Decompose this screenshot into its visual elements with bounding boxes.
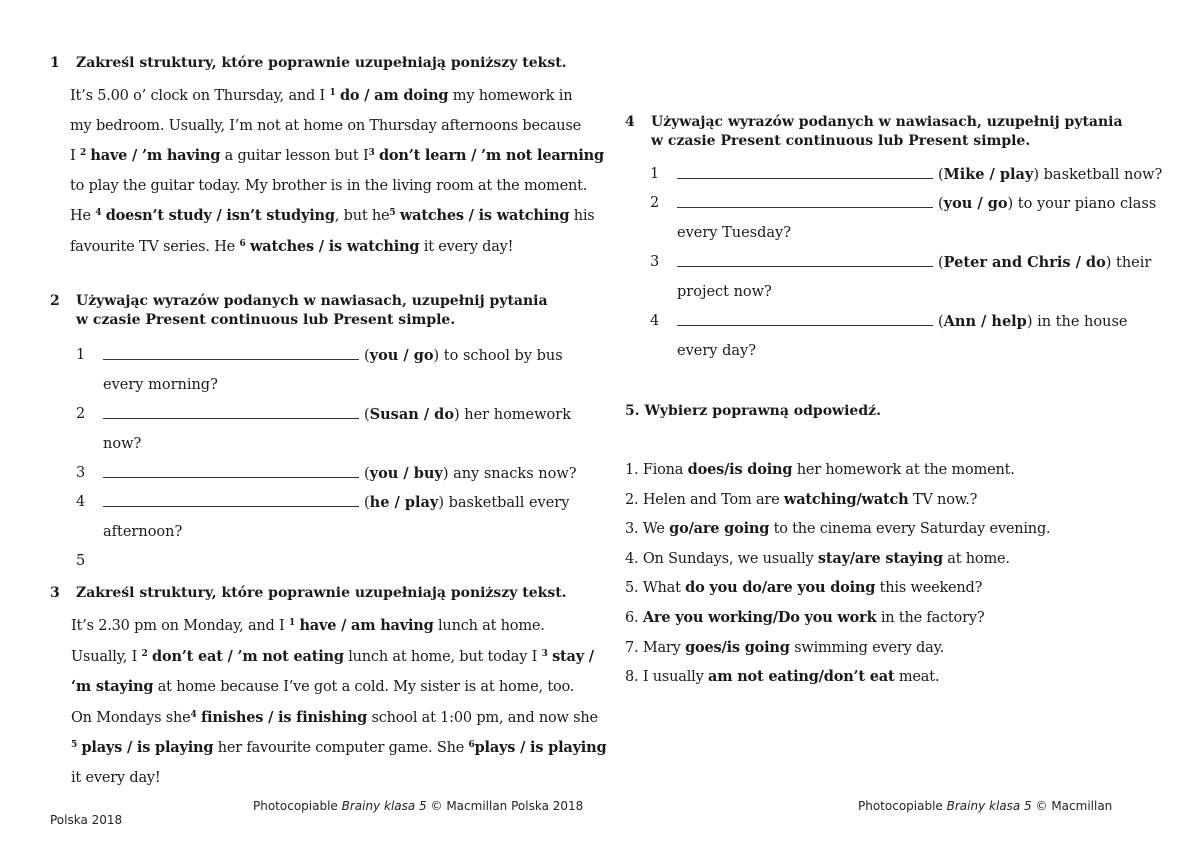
gap-number: 2: [79, 148, 86, 159]
choice-item: 7. Mary goes/is going swimming every day.: [625, 639, 945, 656]
question-number: 3: [650, 254, 660, 270]
gap-number: 6: [239, 238, 246, 249]
text-line: it every day!: [71, 769, 161, 786]
text-line: ‘m staying at home because I’ve got a cold. My sister is at home, too.: [71, 678, 575, 696]
answer-option: don’t eat / ’m not eating: [152, 647, 344, 665]
question-continuation: every day?: [677, 342, 756, 359]
question-item: [76, 341, 596, 400]
question-prompt: (you / buy) any snacks now?: [364, 465, 577, 482]
text-line: It’s 5.00 o’ clock on Thursday, and I $^1$ do / am doing my homework in: [70, 87, 573, 104]
ex5-heading: 5. Wybierz poprawną odpowiedź.: [625, 403, 881, 419]
answer-option: plays / is playing: [81, 739, 214, 757]
ex1-instruction: Zakreśl struktury, które poprawnie uzupełniają poniższy tekst.: [76, 55, 567, 71]
question-number: 3: [76, 465, 86, 481]
answer-option: plays / is playing: [474, 739, 607, 757]
text-line: I $^2$ have / ’m having a guitar lesson but $I^3$ don’t learn / ’m not learning: [70, 147, 604, 165]
gap-number: 3: [368, 148, 375, 159]
answer-option: have / am having: [299, 617, 434, 634]
gap-number: 5: [71, 740, 78, 751]
footer-right: Photocopiable Brainy klasa 5 © Macmillan: [858, 799, 1113, 813]
answer-option: Are you working/Do you work: [642, 609, 877, 626]
answer-blank[interactable]: [103, 459, 359, 478]
question-continuation: project now?: [677, 283, 772, 300]
ex1-number: 1: [50, 55, 60, 71]
ex1-heading: [50, 54, 567, 73]
question-prompt: (Mike / play) basketball now?: [938, 166, 1163, 183]
verb-hint: you / go: [943, 195, 1008, 212]
ex1-text: [70, 81, 604, 263]
gap-number: 2: [141, 648, 148, 659]
answer-blank[interactable]: [677, 307, 933, 326]
answer-option: do / am doing: [339, 87, 449, 104]
question-item: [650, 189, 1170, 248]
gap-number: 1: [288, 618, 296, 628]
question-continuation: every Tuesday?: [677, 224, 792, 241]
question-continuation: afternoon?: [103, 523, 183, 540]
gap-number: 4: [95, 208, 102, 219]
question-number: 4: [76, 494, 86, 510]
text-line: He $^4$ doesn’t study / isn’t studying, but $he^5$ watches / is watching his: [70, 207, 595, 225]
footer-right-title: Brainy klasa 5: [946, 799, 1032, 813]
text-line: On Mondays she$^4$ finishes / is finishing school at 1:00 pm, and now she: [71, 708, 598, 726]
answer-blank[interactable]: [677, 189, 933, 208]
text-line: Usually, I $^2$ don’t eat / ’m not eating lunch at home, but today I $^3$ stay /: [71, 647, 594, 665]
text-line: $^5$ plays / is playing her favourite computer game. She $^6$plays / is playing: [71, 739, 607, 757]
answer-option: don’t learn / ’m not learning: [378, 147, 604, 165]
question-prompt: (you / go) to school by bus: [364, 347, 563, 364]
answer-option: does/is doing: [687, 461, 793, 478]
answer-option: doesn’t study / isn’t studying: [105, 207, 335, 225]
answer-blank[interactable]: [103, 341, 359, 360]
answer-option: stay /: [552, 647, 594, 665]
footer-left-title: Brainy klasa 5: [341, 799, 427, 813]
answer-option: stay/are staying: [817, 550, 943, 567]
choice-item: 5. What do you do/are you doing this weekend?: [625, 579, 983, 596]
gap-number: 5: [389, 208, 396, 219]
choice-item: 3. We go/are going to the cinema every Saturday evening.: [625, 520, 1051, 537]
answer-option: do you do/are you doing: [685, 579, 876, 596]
verb-hint: you / buy: [369, 465, 443, 482]
answer-option: go/are going: [669, 520, 770, 537]
answer-option: watches / is watching: [399, 207, 570, 225]
question-number: 2: [76, 406, 86, 422]
question-prompt: (you / go) to your piano class: [938, 195, 1157, 212]
question-prompt: (Peter and Chris / do) their: [938, 254, 1152, 271]
question-prompt: (Ann / help) in the house: [938, 313, 1128, 330]
question-item: [650, 248, 1170, 307]
question-continuation: every morning?: [103, 376, 218, 393]
question-item: [76, 400, 596, 459]
answer-option: finishes / is finishing: [200, 708, 368, 726]
verb-hint: Peter and Chris / do: [943, 254, 1106, 271]
verb-hint: Mike / play: [943, 166, 1034, 183]
question-item: [650, 160, 1170, 190]
answer-option: have / ’m having: [90, 147, 221, 165]
answer-option: watches / is watching: [249, 237, 420, 255]
ex2-heading: [50, 292, 548, 330]
question-prompt: (he / play) basketball every: [364, 494, 570, 511]
answer-option: ‘m staying: [71, 678, 154, 696]
question-continuation: now?: [103, 435, 142, 452]
question-number: 4: [650, 313, 660, 329]
ex3-instruction: Zakreśl struktury, które poprawnie uzupełniają poniższy tekst.: [76, 585, 567, 601]
question-number: 1: [650, 166, 660, 182]
ex4-instruction-2: w czasie Present continuous lub Present simple.: [651, 133, 1031, 149]
ex3-number: 3: [50, 585, 60, 601]
answer-blank[interactable]: [103, 400, 359, 419]
verb-hint: Susan / do: [369, 406, 454, 423]
choice-item: 2. Helen and Tom are watching/watch TV now.?: [625, 491, 978, 508]
choice-item: 6. Are you working/Do you work in the factory?: [625, 609, 985, 626]
text-line: my bedroom. Usually, I’m not at home on Thursday afternoons because: [70, 117, 582, 134]
choice-item: 1. Fiona does/is doing her homework at the moment.: [625, 461, 1015, 478]
answer-blank[interactable]: [103, 488, 359, 507]
question-number: 2: [650, 195, 660, 211]
gap-number: 4: [190, 709, 197, 720]
footer-left: Photocopiable Brainy klasa 5 © Macmillan Polska 2018: [253, 799, 584, 813]
ex4-instruction-1: Używając wyrazów podanych w nawiasach, uzupełnij pytania: [651, 114, 1123, 130]
answer-blank[interactable]: [677, 248, 933, 267]
gap-number: 6: [468, 740, 475, 751]
gap-number: 1: [329, 88, 336, 98]
footer-wrap: Polska 2018: [50, 813, 123, 827]
question-number: 1: [76, 347, 86, 363]
ex3-text: [71, 611, 607, 794]
verb-hint: he / play: [369, 494, 439, 511]
question-prompt: (Susan / do) her homework: [364, 406, 571, 423]
ex4-heading: [625, 113, 1123, 151]
text-line: favourite TV series. He $^6$ watches / is watching it every day!: [70, 237, 514, 255]
answer-option: watching/watch: [783, 491, 909, 508]
ex4-number: 4: [625, 114, 635, 130]
answer-option: goes/is going: [685, 639, 790, 656]
verb-hint: Ann / help: [943, 313, 1027, 330]
ex3-heading: [50, 584, 567, 603]
ex2-instruction-2: w czasie Present continuous lub Present simple.: [76, 312, 456, 328]
choice-item: 4. On Sundays, we usually stay/are staying at home.: [625, 550, 1010, 567]
ex2-instruction-1: Używając wyrazów podanych w nawiasach, uzupełnij pytania: [76, 293, 548, 309]
choice-item: 8. I usually am not eating/don’t eat meat.: [625, 668, 940, 685]
gap-number: 3: [541, 648, 548, 659]
answer-option: am not eating/don’t eat: [708, 668, 895, 685]
question-item: [76, 459, 596, 489]
text-line: to play the guitar today. My brother is in the living room at the moment.: [70, 177, 588, 194]
text-line: It’s 2.30 pm on Monday, and I $^1$ have / am having lunch at home.: [71, 617, 545, 634]
question-item: [76, 488, 596, 547]
answer-blank[interactable]: [677, 160, 933, 179]
question-item: [650, 307, 1170, 366]
verb-hint: you / go: [369, 347, 434, 364]
ex2-number: 2: [50, 293, 60, 309]
